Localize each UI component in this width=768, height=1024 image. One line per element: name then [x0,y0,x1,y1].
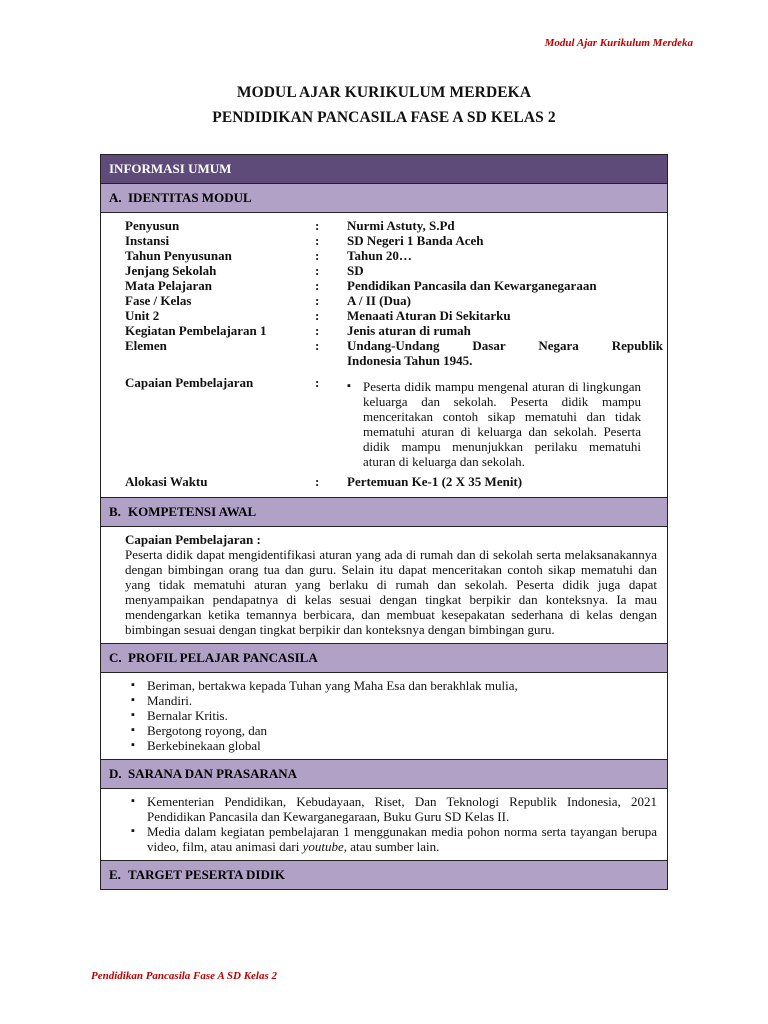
elemen-row [125,338,663,368]
kompetensi-text: Peserta didik dapat mengidentifikasi aturan yang ada di rumah dan di sekolah serta melaksanakannya dengan bimbingan orang tua dan guru. Selain itu dapat menceritakan contoh sikap mematuhi dan yang tidak mematuhi aturan yang berlaku di rumah dan sekolah. Peserta didik juga dapat menyampaikan pendapatnya di kelas sesuai dengan tingkat berpikir dan konteksnya. Ia mau mendengarkan ketika temannya berbicara, dan membuat kesepakatan sederhana di kelas dengan bimbingan sesuai dengan tingkat berpikir dan konteksnya dengan bimbingan guru. [125,547,657,637]
section-title: TARGET PESERTA DIDIK [128,867,286,882]
list-item: ▪ Mandiri. [131,693,657,708]
identity-key: Jenjang Sekolah [125,263,217,278]
section-letter: E. [109,867,121,882]
running-header: Modul Ajar Kurikulum Merdeka [544,37,693,49]
section-letter: A. [109,190,122,205]
identity-colon: : [315,278,320,293]
section-title: SARANA DAN PRASARANA [128,766,298,781]
identity-key: Tahun Penyusunan [125,248,232,263]
identity-colon: : [315,308,320,323]
identity-key: Instansi [125,233,170,248]
identity-key: Mata Pelajaran [125,278,213,293]
kompetensi-heading: Capaian Pembelajaran : [125,532,261,547]
identity-value: Menaati Aturan Di Sekitarku [347,308,511,323]
section-letter: C. [109,650,122,665]
identity-key: Penyusun [125,218,180,233]
identity-colon: : [315,293,320,308]
list-item: ▪ Bernalar Kritis. [131,708,657,723]
identity-colon: : [315,263,320,278]
capaian-list [347,379,641,469]
identity-colon: : [315,375,320,390]
elemen-value-line1: Undang-Undang Dasar Negara Republik [347,338,663,353]
module-table [100,154,668,890]
running-footer: Pendidikan Pancasila Fase A SD Kelas 2 [91,970,278,982]
identity-colon: : [315,233,320,248]
identity-colon: : [315,248,320,263]
sarana-text: Media dalam kegiatan pembelajaran 1 menggunakan media pohon norma serta tayangan berupa video, film, atau animasi dari [147,824,657,854]
profil-pelajar [101,673,667,760]
capaian-row [125,375,663,469]
list-item: ▪ Bergotong royong, dan [131,723,657,738]
document-title: MODUL AJAR KURIKULUM MERDEKA [236,84,532,101]
alokasi-row [125,474,663,489]
identity-row [125,278,663,293]
informasi-umum-header [101,155,667,184]
identity-key: Unit 2 [125,308,160,323]
identity-value: A / II (Dua) [347,293,411,308]
section-title: PROFIL PELAJAR PANCASILA [128,650,318,665]
identity-row [125,248,663,263]
identity-key: Capaian Pembelajaran [125,375,254,390]
sarana-list [131,794,657,854]
section-e-header [101,861,667,889]
identity-row [125,308,663,323]
sarana-italic: youtube [302,839,344,854]
list-item: ▪ Kementerian Pendidikan, Kebudayaan, Riset, Dan Teknologi Republik Indonesia, 2021 Pendidikan Pancasila dan Kewarganegaraan, Buku Guru SD Kelas II. [131,794,657,824]
sarana-text: , atau sumber lain. [343,839,440,854]
kompetensi-awal [101,527,667,644]
section-c-header [101,644,667,673]
list-item: ▪ Berkebinekaan global [131,738,657,753]
identity-value: Nurmi Astuty, S.Pd [347,218,455,233]
identity-key: Alokasi Waktu [125,474,208,489]
informasi-umum-label: INFORMASI UMUM [109,161,232,176]
identity-row [125,263,663,278]
elemen-value [347,338,663,368]
identity-row [125,233,663,248]
identity-row [125,218,663,233]
identity-colon: : [315,474,320,489]
identity-value: Pertemuan Ke-1 (2 X 35 Menit) [347,474,523,489]
identity-colon: : [315,323,320,338]
identity-colon: : [315,218,320,233]
profil-list [131,678,657,753]
list-item [131,824,657,854]
identity-value: Jenis aturan di rumah [347,323,471,338]
list-item: ▪ Beriman, bertakwa kepada Tuhan yang Maha Esa dan berakhlak mulia, [131,678,657,693]
identity-row [125,323,663,338]
identity-value: Tahun 20… [347,248,412,263]
section-title: IDENTITAS MODUL [128,190,252,205]
section-letter: D. [109,766,122,781]
section-title: KOMPETENSI AWAL [128,504,257,519]
list-item: ▪ Peserta didik mampu mengenal aturan di lingkungan keluarga dan sekolah. Peserta didik mampu menceritakan contoh sikap mematuhi dan tidak mematuhi aturan di keluarga dan sekolah. Peserta didik mampu menunjukkan perilaku mematuhi aturan di keluarga dan sekolah. [347,379,641,469]
identity-value: SD [347,263,364,278]
document-subtitle: PENDIDIKAN PANCASILA FASE A SD KELAS 2 [212,109,556,126]
section-d-header [101,760,667,789]
identity-key: Elemen [125,338,167,353]
identity-row [125,293,663,308]
identity-value: SD Negeri 1 Banda Aceh [347,233,484,248]
sarana-prasarana [101,789,667,861]
identity-colon: : [315,338,320,353]
elemen-value-line2: Indonesia Tahun 1945. [347,353,473,368]
section-b-header [101,498,667,527]
capaian-value [347,375,663,469]
identity-key: Kegiatan Pembelajaran 1 [125,323,267,338]
identity-value: Pendidikan Pancasila dan Kewarganegaraan [347,278,597,293]
section-a-header [101,184,667,213]
section-letter: B. [109,504,121,519]
identitas-modul [101,213,667,498]
identity-key: Fase / Kelas [125,293,192,308]
